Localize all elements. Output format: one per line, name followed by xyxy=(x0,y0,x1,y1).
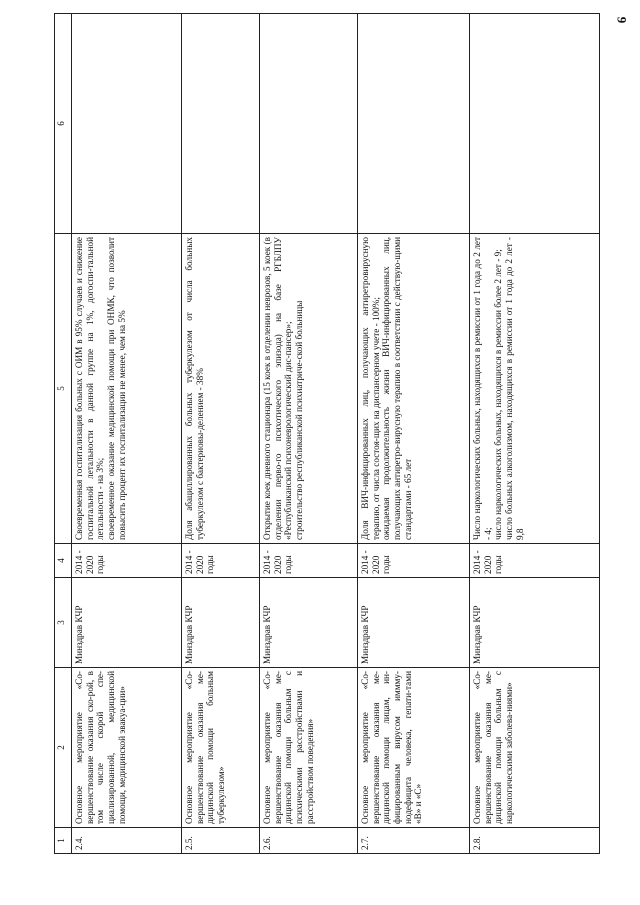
activity-cell: Основное мероприятие «Со-вершенствование оказания ме-дицинской помощи лицам, ин-фицированным вирусом иммму-нодефицита человека, гепати-тами «В» и «С» xyxy=(358,668,470,828)
row-number: 2.5. xyxy=(182,828,260,854)
result-line: Доля абациллированных больных туберкулезом от числа больных туберкулезом с бактериовы-делением - 38% xyxy=(184,237,205,540)
period-cell: 2014 - 2020 годы xyxy=(470,544,600,578)
column-header: 5 xyxy=(55,234,72,544)
activity-cell: Основное мероприятие «Со-вершенствование оказания ме-дицинской помощи больным с наркологическими заболева-ниями» xyxy=(470,668,600,828)
column-header: 2 xyxy=(55,668,72,828)
notes-cell xyxy=(72,14,182,234)
results-cell xyxy=(470,234,600,544)
table-row xyxy=(72,14,182,854)
notes-cell xyxy=(358,14,470,234)
activity-cell: Основное мероприятие «Со-вершенствование оказания ско-рой, в том числе скорой спе-циализированной, медицинской помощи, медицинской эвакуа-ции» xyxy=(72,668,182,828)
results-cell xyxy=(260,234,358,544)
column-header: 6 xyxy=(55,14,72,234)
period-cell: 2014 - 2020 годы xyxy=(358,544,470,578)
period-cell: 2014 - 2020 годы xyxy=(182,544,260,578)
executor-cell: Минздрав КЧР xyxy=(470,578,600,668)
notes-cell xyxy=(260,14,358,234)
period-cell: 2014 - 2020 годы xyxy=(72,544,182,578)
period-cell: 2014 - 2020 годы xyxy=(260,544,358,578)
table-row xyxy=(470,14,600,854)
column-header: 4 xyxy=(55,544,72,578)
result-line: Число наркологических больных, находящихся в ремиссии от 1 года до 2 лет - 4; xyxy=(472,237,493,540)
executor-cell: Минздрав КЧР xyxy=(358,578,470,668)
row-number: 2.6. xyxy=(260,828,358,854)
table-row xyxy=(358,14,470,854)
executor-cell: Минздрав КЧР xyxy=(260,578,358,668)
activity-cell: Основное мероприятие «Со-вершенствование оказания ме-дицинской помощи больным с психическими расстройствами и расстройством поведения» xyxy=(260,668,358,828)
result-line: Доля ВИЧ-инфицированных лиц, получающих антиретровирусную терапию, от числа состоя-щих на диспансерном учете - 100%; xyxy=(360,237,381,540)
result-line: Своевременная госпитализация больных с ОИМ в 95% случаев и снижение госпитальной летальности в данной группе на 1%, догоспи-тальной летальности - на 3%; xyxy=(74,237,106,540)
table-row xyxy=(260,14,358,854)
notes-cell xyxy=(182,14,260,234)
result-line: Открытие коек дневного стационара (15 коек в отделении неврозов, 5 коек (в отделении перво-го психотического эпизода) на базе РГБЛПУ «Республиканский психоневрологический дис-пансер»; xyxy=(262,237,294,540)
rotated-table-container xyxy=(54,14,600,854)
row-number: 2.8. xyxy=(470,828,600,854)
program-activities-table xyxy=(54,13,600,854)
result-line: число больных алкоголизмом, находящихся в ремиссии от 1 года до 2 лет - 9,8 xyxy=(504,237,525,540)
row-number: 2.7. xyxy=(358,828,470,854)
column-header: 1 xyxy=(55,828,72,854)
notes-cell xyxy=(470,14,600,234)
page-number: 9 xyxy=(613,16,629,24)
activity-cell: Основное мероприятие «Со-вершенствование оказания ме-дицинской помощи больным туберкулезом» xyxy=(182,668,260,828)
result-line: строительство республиканской психиатриче-ской больницы xyxy=(294,300,305,540)
results-cell xyxy=(182,234,260,544)
executor-cell: Минздрав КЧР xyxy=(182,578,260,668)
result-line: ожидаемая продолжительность жизни ВИЧ-инфицированных лиц, получающих антиретро-вирусную терапию в соответствии с действую-щими стандартами - 65 лет xyxy=(381,237,413,540)
result-line: своевременное оказание медицинской помощи при ОНМК, что позволит повысить процент их госпитализации не менее, чем на 5% xyxy=(106,237,127,540)
row-number: 2.4. xyxy=(72,828,182,854)
column-header: 3 xyxy=(55,578,72,668)
table-header-row xyxy=(55,14,72,854)
table-row xyxy=(182,14,260,854)
executor-cell: Минздрав КЧР xyxy=(72,578,182,668)
result-line: число наркологических больных, находящихся в ремиссии более 2 лет - 9; xyxy=(493,249,504,540)
results-cell xyxy=(358,234,470,544)
results-cell xyxy=(72,234,182,544)
